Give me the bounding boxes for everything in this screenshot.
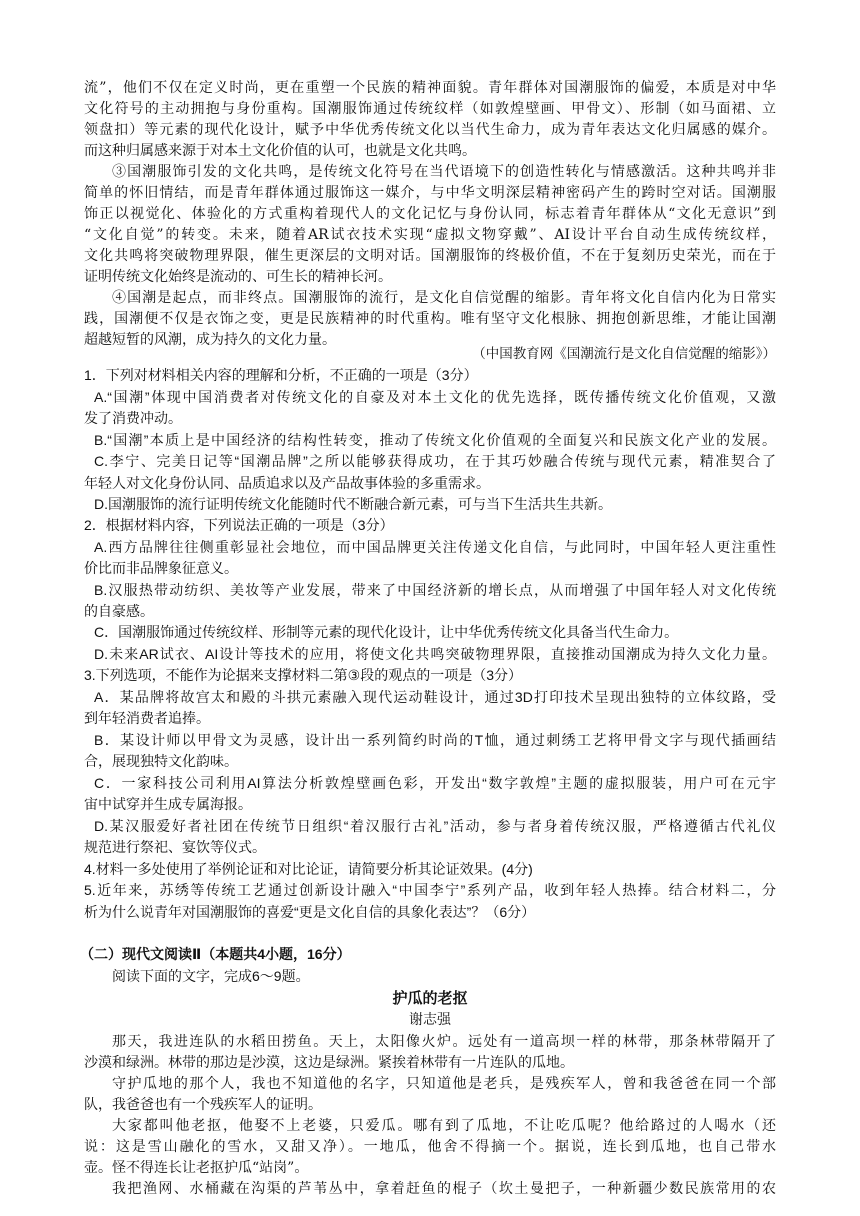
question-3-option-d-cont: 规范进行祭祀、宴饮等仪式。 xyxy=(84,839,266,855)
question-4: 4.材料一多处使用了举例论证和对比论证，请简要分析其论证效果。(4分) xyxy=(84,861,533,877)
question-3-option-b-cont: 合，展现独特文化韵味。 xyxy=(84,753,238,769)
question-1-stem: 1．下列对材料相关内容的理解和分析，不正确的一项是（3分） xyxy=(84,367,478,383)
section-2-heading: （二）现代文阅读Ⅱ（本题共4小题，16分） xyxy=(80,946,351,962)
question-2-option-a-cont: 价比而非品牌象征意义。 xyxy=(84,560,238,576)
story-line: 大家都叫他老抠，他娶不上老婆，只爱瓜。哪有到了瓜地，不让吃瓜呢？他给路过的人喝水（还 xyxy=(112,1118,776,1134)
question-3-option-c-cont: 宙中试穿并生成专属海报。 xyxy=(84,796,252,812)
question-1-option-c: C.李宁、完美日记等“国潮品牌”之所以能够获得成功，在于其巧妙融合传统与现代元素，精准契合了 xyxy=(94,453,776,469)
question-3-option-b: B．某设计师以甲骨文为灵感，设计出一系列简约时尚的T恤，通过刺绣工艺将甲骨文字与现代插画结 xyxy=(94,732,776,748)
story-line: 沙漠和绿洲。林带的那边是沙漠，这边是绿洲。紧挨着林带有一片连队的瓜地。 xyxy=(84,1055,574,1071)
question-1-option-d: D.国潮服饰的流行证明传统文化能随时代不断融合新元素，可与当下生活共生共新。 xyxy=(94,496,612,512)
material-line: 领盘扣）等元素的现代化设计，赋予中华优秀传统文化以当代生命力，成为青年表达文化归属感的媒介。 xyxy=(84,122,776,138)
question-3-option-c: C．一家科技公司利用AI算法分析敦煌壁画色彩，开发出“数字敦煌”主题的虚拟服装，用户可在元宇 xyxy=(94,775,776,791)
question-3-option-a: A．某品牌将故宫太和殿的斗拱元素融入现代运动鞋设计，通过3D打印技术呈现出独特的立体纹路，受 xyxy=(94,689,776,705)
question-3-option-d: D.某汉服爱好者社团在传统节日组织“着汉服行古礼”活动，参与者身着传统汉服，严格遵循古代礼仪 xyxy=(94,818,776,834)
material-line: 饰正以视觉化、体验化的方式重构着现代人的文化记忆与身份认同，标志着青年群体从“文化无意识”到 xyxy=(84,206,776,222)
material-line: 践，国潮便不仅是衣饰之变，更是民族精神的时代重构。唯有坚守文化根脉、拥抱创新思维，才能让国潮 xyxy=(84,311,776,327)
question-5: 5.近年来，苏绣等传统工艺通过创新设计融入“中国李宁”系列产品，收到年轻人热捧。结合材料二，分 xyxy=(84,882,776,898)
question-2-option-b: B.汉服热带动纺织、美妆等产业发展，带来了中国经济新的增长点，从而增强了中国年轻人对文化传统 xyxy=(94,582,776,598)
material-line: 流”，他们不仅在定义时尚，更在重塑一个民族的精神面貌。青年群体对国潮服饰的偏爱，本质是对中华 xyxy=(84,80,776,96)
story-line: 守护瓜地的那个人，我也不知道他的名字，只知道他是老兵，是残疾军人，曾和我爸爸在同一个部 xyxy=(112,1076,776,1092)
question-2-option-c: C．国潮服饰通过传统纹样、形制等元素的现代化设计，让中华优秀传统文化具备当代生命力。 xyxy=(94,624,679,640)
section-2-instruction: 阅读下面的文字，完成6～9题。 xyxy=(112,968,310,984)
material-line: 文化符号的主动拥抱与身份重构。国潮服饰通过传统纹样（如敦煌壁画、甲骨文）、形制（如马面裙、立 xyxy=(84,101,776,117)
question-2-stem: 2．根据材料内容，下列说法正确的一项是（3分） xyxy=(84,517,394,533)
story-line: 我把渔网、水桶藏在沟渠的芦苇丛中，拿着赶鱼的棍子（坎土曼把子，一种新疆少数民族常用的农 xyxy=(112,1181,776,1197)
material-paragraph-3: ③国潮服饰引发的文化共鸣，是传统文化符号在当代语境下的创造性转化与情感激活。这种共鸣并非 xyxy=(112,164,776,180)
material-line: 文化共鸣将突破物理界限，催生更深层的文明对话。国潮服饰的终极价值，不在于复刻历史荣光，而在于 xyxy=(84,248,776,264)
story-line: 那天，我进连队的水稻田捞鱼。天上，太阳像火炉。远处有一道高坝一样的林带，那条林带隔开了 xyxy=(112,1034,776,1050)
material-line: 简单的怀旧情结，而是青年群体通过服饰这一媒介，与中华文明深层精神密码产生的跨时空对话。国潮服 xyxy=(84,185,776,201)
story-author: 谢志强 xyxy=(409,1012,451,1028)
question-3-option-a-cont: 到年轻消费者追捧。 xyxy=(84,710,210,726)
material-source: （中国教育网《国潮流行是文化自信觉醒的缩影》） xyxy=(472,346,776,362)
question-1-option-a: A.“国潮”体现中国消费者对传统文化的自豪及对本土文化的优先选择，既传播传统文化价值观，又激 xyxy=(94,389,776,405)
material-line: 超越短暂的风潮，成为持久的文化力量。 xyxy=(84,332,336,348)
material-line: 而这种归属感来源于对本土文化价值的认可，也就是文化共鸣。 xyxy=(84,143,476,159)
question-2-option-a: A.西方品牌往往侧重彰显社会地位，而中国品牌更关注传递文化自信，与此同时，中国年轻人更注重性 xyxy=(94,539,776,555)
question-1-option-a-cont: 发了消费冲动。 xyxy=(84,410,182,426)
question-1-option-c-cont: 年轻人对文化身份认同、品质追求以及产品故事体验的多重需求。 xyxy=(84,475,490,491)
material-line: 证明传统文化始终是流动的、可生长的精神长河。 xyxy=(84,269,392,285)
material-paragraph-4: ④国潮是起点，而非终点。国潮服饰的流行，是文化自信觉醒的缩影。青年将文化自信内化为日常实 xyxy=(112,290,776,306)
material-line: “文化自觉”的转变。未来，随着AR试衣技术实现“虚拟文物穿戴”、AI设计平台自动生成传统纹样， xyxy=(84,227,776,243)
story-title: 护瓜的老抠 xyxy=(392,990,468,1007)
question-1-option-b: B.“国潮”本质上是中国经济的结构性转变，推动了传统文化价值观的全面复兴和民族文化产业的发展。 xyxy=(94,432,776,448)
story-line: 壶。怪不得连长让老抠护瓜“站岗”。 xyxy=(84,1160,309,1176)
question-5-cont: 析为什么说青年对国潮服饰的喜爱“更是文化自信的具象化表达”？（6分） xyxy=(84,904,536,920)
story-line: 说：这是雪山融化的雪水，又甜又净）。一地瓜，他舍不得摘一个。据说，连长到瓜地，也自己带水 xyxy=(84,1139,776,1155)
question-3-stem: 3.下列选项，不能作为论据来支撑材料二第③段的观点的一项是（3分） xyxy=(84,667,523,683)
story-line: 队，我爸爸也有一个残疾军人的证明。 xyxy=(84,1097,322,1113)
question-2-option-d: D.未来AR试衣、AI设计等技术的应用，将使文化共鸣突破物理界限，直接推动国潮成为持久文化力量。 xyxy=(94,646,776,662)
question-2-option-b-cont: 的自豪感。 xyxy=(84,603,154,619)
